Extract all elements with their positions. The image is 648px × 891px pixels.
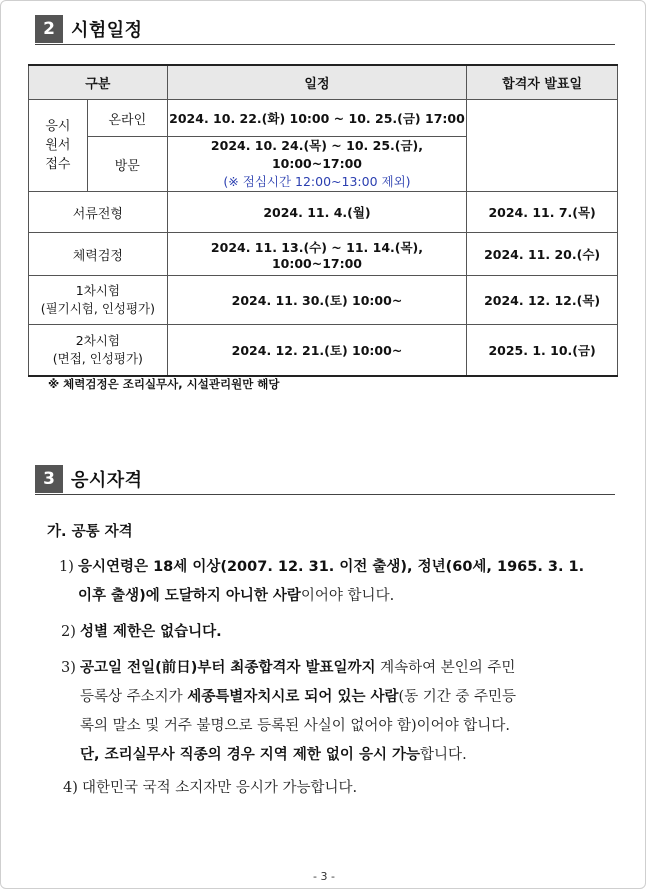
subsection-heading: 가. 공통 자격: [47, 524, 133, 540]
item-number: 3): [61, 660, 76, 676]
header-announce: 합격자 발표일: [467, 65, 618, 100]
item-text-bold: 세종특별자치시로 되어 있는 사람: [187, 689, 399, 705]
table-footnote: ※ 체력검정은 조리실무사, 시설관리원만 해당: [48, 377, 280, 391]
section-3-header: [35, 465, 143, 493]
row-label-cell: [29, 276, 168, 325]
application-group-cell: [29, 100, 88, 192]
row-announce: 2024. 11. 7.(목): [467, 192, 618, 233]
list-item: [63, 774, 623, 804]
page-number: - 3 -: [313, 870, 335, 883]
application-announce-empty: [467, 100, 618, 192]
list-item: [59, 553, 629, 613]
visit-schedule: 2024. 10. 24.(목) ~ 10. 25.(금), 10:00~17:00: [210, 138, 424, 171]
visit-schedule-cell: [167, 137, 467, 192]
section-number: 3: [35, 465, 63, 493]
item-text: 등록상 주소지가: [80, 689, 188, 705]
item-text: 합니다.: [420, 747, 467, 763]
online-schedule: 2024. 10. 22.(화) 10:00 ~ 10. 25.(금) 17:00: [167, 100, 467, 137]
group-label-line: 원서: [45, 138, 71, 153]
visit-label: 방문: [87, 137, 167, 192]
row-schedule: 2024. 11. 13.(수) ~ 11. 14.(목), 10:00~17:00: [167, 233, 467, 276]
item-text-bold: 공고일 전일(前日)부터 최종합격자 발표일까지: [80, 660, 376, 676]
list-item: [61, 654, 631, 774]
table-row: [29, 276, 618, 325]
row-label-sub: (면접, 인성평가): [52, 350, 143, 366]
row-label: 2차시험: [75, 332, 120, 348]
item-text-bold: 성별 제한은 없습니다.: [80, 624, 222, 640]
table-row: [29, 325, 618, 376]
table-header-row: [29, 65, 618, 100]
item-text: 록의 말소 및 거주 불명으로 등록된 사실이 없어야 함)이어야 합니다.: [80, 718, 510, 734]
group-label-line: 접수: [45, 157, 71, 172]
row-schedule: 2024. 12. 21.(토) 10:00~: [167, 325, 467, 376]
item-text-bold: 응시연령은 18세 이상(2007. 12. 31. 이전 출생), 정년(60세, 1965. 3. 1.: [78, 559, 585, 575]
item-number: 4): [63, 780, 78, 796]
section-title: 응시자격: [71, 470, 143, 491]
header-category: 구분: [29, 65, 168, 100]
section-rule: [35, 494, 615, 495]
header-schedule: 일정: [167, 65, 467, 100]
row-schedule: 2024. 11. 30.(토) 10:00~: [167, 276, 467, 325]
item-number: 1): [59, 559, 74, 575]
row-label-cell: [29, 325, 168, 376]
item-text-bold: 이후 출생)에 도달하지 아니한 사람: [78, 588, 301, 604]
section-2-header: [35, 15, 143, 43]
item-text: 계속하여 본인의 주민: [375, 660, 516, 676]
row-announce: 2024. 12. 12.(목): [467, 276, 618, 325]
online-label: 온라인: [87, 100, 167, 137]
item-text-bold: 단, 조리실무사 직종의 경우 지역 제한 없이 응시 가능: [80, 747, 421, 763]
section-title: 시험일정: [71, 20, 143, 41]
row-label: 체력검정: [29, 233, 168, 276]
table-row: [29, 233, 618, 276]
list-item: [61, 618, 621, 648]
row-label: 서류전형: [29, 192, 168, 233]
row-schedule: 2024. 11. 4.(월): [167, 192, 467, 233]
section-number: 2: [35, 15, 63, 43]
row-announce: 2024. 11. 20.(수): [467, 233, 618, 276]
row-announce: 2025. 1. 10.(금): [467, 325, 618, 376]
item-text: (동 기간 중 주민등: [398, 689, 517, 705]
lunch-note: (※ 점심시간 12:00~13:00 제외): [223, 174, 411, 189]
section-rule: [35, 44, 615, 45]
item-text: 이어야 합니다.: [300, 588, 395, 604]
item-number: 2): [61, 624, 76, 640]
item-text: 대한민국 국적 소지자만 응시가 가능합니다.: [82, 780, 358, 796]
group-label-line: 응시: [45, 119, 71, 134]
table-row: [29, 192, 618, 233]
schedule-table: [28, 64, 618, 377]
table-row: [29, 100, 618, 137]
row-label-sub: (필기시험, 인성평가): [40, 301, 156, 316]
row-label: 1차시험: [75, 283, 120, 298]
